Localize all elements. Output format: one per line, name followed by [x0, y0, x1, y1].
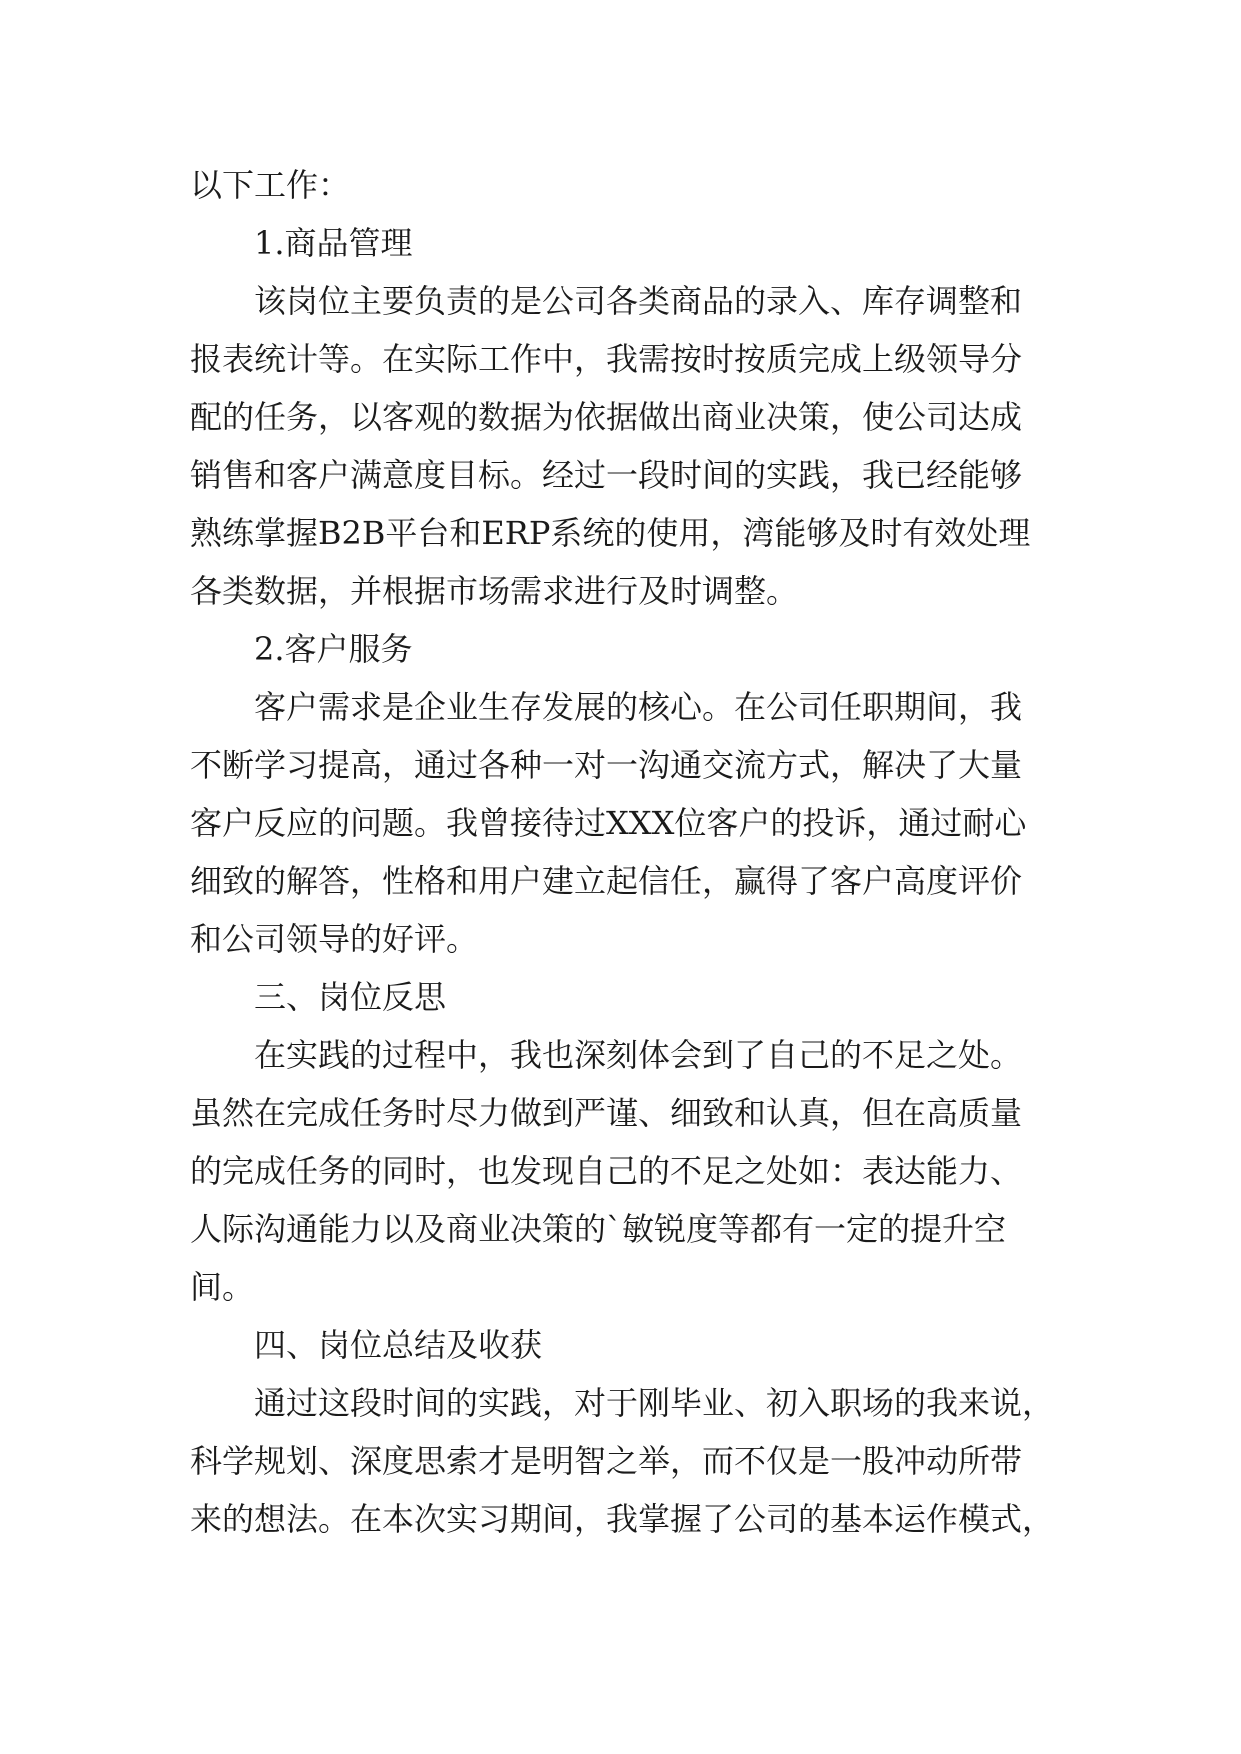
text-line: 该岗位主要负责的是公司各类商品的录入、库存调整和	[254, 282, 1023, 320]
text-line: 来的想法。在本次实习期间，我掌握了公司的基本运作模式，	[190, 1500, 1055, 1538]
text-line: 各类数据，并根据市场需求进行及时调整。	[190, 572, 799, 610]
text-line: 通过这段时间的实践，对于刚毕业、初入职场的我来说，	[254, 1384, 1055, 1422]
section-heading: 三、岗位反思	[254, 978, 447, 1016]
text-line: 虽然在完成任务时尽力做到严谨、细致和认真，但在高质量	[190, 1094, 1023, 1132]
section-heading: 2.客户服务	[254, 630, 413, 668]
text-line: 熟练掌握B2B平台和ERP系统的使用，湾能够及时有效处理	[190, 514, 1031, 552]
text-line: 不断学习提高，通过各种一对一沟通交流方式，解决了大量	[190, 746, 1023, 784]
text-line: 配的任务，以客观的数据为依据做出商业决策，使公司达成	[190, 398, 1023, 436]
text-line: 细致的解答，性格和用户建立起信任，赢得了客户高度评价	[190, 862, 1023, 900]
text-line: 和公司领导的好评。	[190, 920, 479, 958]
text-line: 科学规划、深度思索才是明智之举，而不仅是一股冲动所带	[190, 1442, 1023, 1480]
text-line: 间。	[190, 1268, 255, 1306]
text-line: 客户需求是企业生存发展的核心。在公司任职期间，我	[254, 688, 1023, 726]
section-heading: 1.商品管理	[254, 224, 413, 262]
text-line: 人际沟通能力以及商业决策的`敏锐度等都有一定的提升空	[190, 1210, 1007, 1248]
section-heading: 四、岗位总结及收获	[254, 1326, 543, 1364]
text-line: 销售和客户满意度目标。经过一段时间的实践，我已经能够	[190, 456, 1023, 494]
text-line: 在实践的过程中，我也深刻体会到了自己的不足之处。	[254, 1036, 1023, 1074]
text-line: 报表统计等。在实际工作中，我需按时按质完成上级领导分	[190, 340, 1023, 378]
text-line: 的完成任务的同时，也发现自己的不足之处如：表达能力、	[190, 1152, 1023, 1190]
text-line: 客户反应的问题。我曾接待过XXX位客户的投诉，通过耐心	[190, 804, 1027, 842]
text-line: 以下工作：	[190, 166, 351, 204]
